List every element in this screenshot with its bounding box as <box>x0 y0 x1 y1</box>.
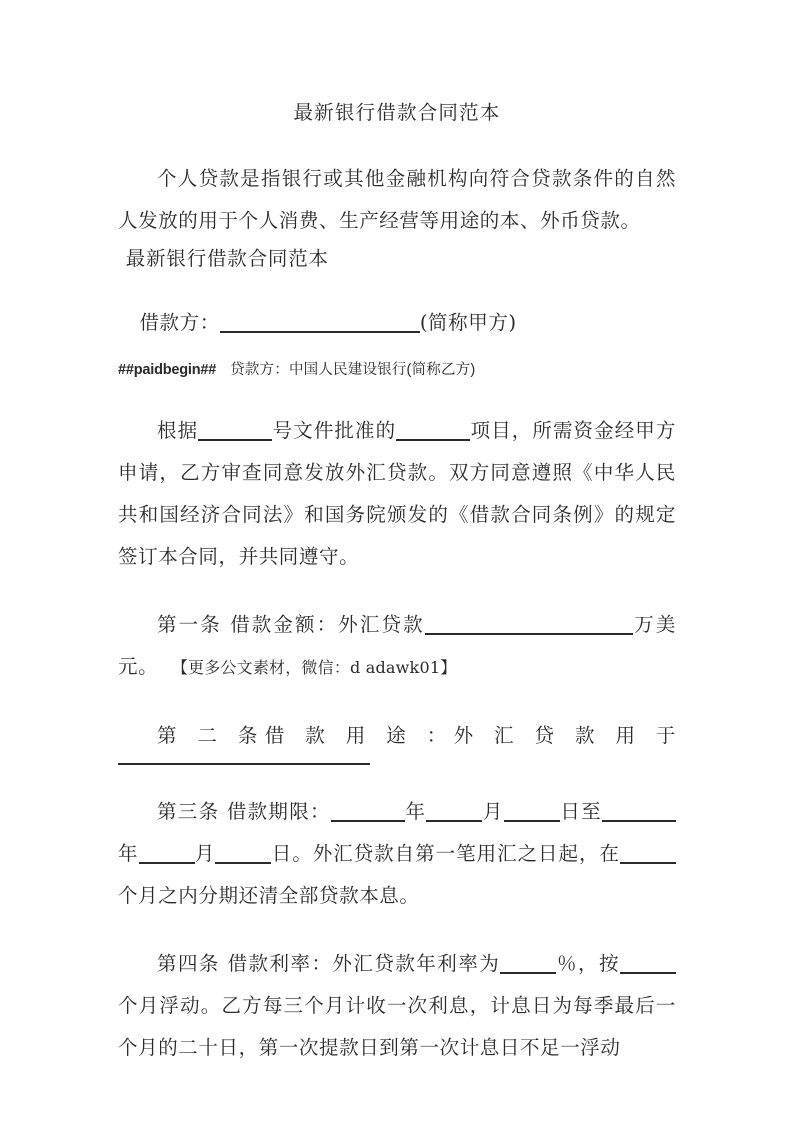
article-4-heading: 借款利率： <box>227 952 333 975</box>
borrower-suffix: (简称甲方) <box>419 311 517 334</box>
preamble-part3: 项目，所需资金经甲方申请，乙方审查同意发放外汇贷款。双方同意遵照《中华人民共和国经济合同法》和国务院颁发的《借款合同条例》的规定签订本合同，并共同遵守。 <box>118 419 676 568</box>
article-2 <box>118 715 676 757</box>
start-year-blank[interactable] <box>331 820 405 822</box>
article-3-seg5: 月 <box>194 842 216 865</box>
repayment-months-blank[interactable] <box>620 862 676 864</box>
article-3 <box>118 791 676 917</box>
loan-purpose-blank[interactable] <box>118 763 370 765</box>
end-month-blank[interactable] <box>139 862 195 864</box>
page-title: 最新银行借款合同范本 <box>293 101 501 124</box>
borrower-blank-field[interactable] <box>220 331 420 333</box>
document-number-blank[interactable] <box>198 439 272 441</box>
end-day-blank[interactable] <box>215 862 271 864</box>
start-month-blank[interactable] <box>426 820 482 822</box>
paid-marker-line <box>118 356 676 384</box>
article-1-body-after: 万美元。 <box>118 613 676 678</box>
borrower-label: 借款方： <box>139 311 220 334</box>
article-3-seg2: 月 <box>482 800 504 823</box>
document-body <box>118 96 676 1069</box>
article-3-heading: 借款期限： <box>226 800 331 823</box>
article-1-body-before: 外汇贷款 <box>338 613 425 636</box>
promo-annotation: 【更多公文素材，微信：d adawk01】 <box>171 658 457 677</box>
start-day-blank[interactable] <box>504 820 560 822</box>
article-4-number: 第四条 <box>157 952 220 975</box>
preamble-paragraph <box>118 410 676 578</box>
article-2-body: 外 汇 贷 款 用 于 <box>453 724 677 747</box>
end-year-blank[interactable] <box>602 820 676 822</box>
interest-rate-blank[interactable] <box>500 972 556 974</box>
loan-amount-blank[interactable] <box>425 633 633 635</box>
article-4-seg1: 外汇贷款年利率为 <box>332 952 501 975</box>
article-1 <box>118 604 676 689</box>
article-4-seg3: 个月浮动。乙方每三个月计收一次利息，计息日为每季最后一个月的二十日，第一次提款日到第一次计息日不足一浮动 <box>118 994 676 1059</box>
article-4 <box>118 943 676 1069</box>
document-subtitle: 最新银行借款合同范本 <box>125 247 329 270</box>
project-name-blank[interactable] <box>396 439 470 441</box>
article-3-seg4: 年 <box>118 842 139 865</box>
article-3-seg1: 年 <box>404 800 427 823</box>
intro-paragraph: 个人贷款是指银行或其他金融机构向符合贷款条件的自然人发放的用于个人消费、生产经营等用途的本、外币贷款。 <box>118 167 676 232</box>
article-4-seg2: ％，按 <box>556 952 620 975</box>
article-1-number: 第一条 <box>157 613 222 636</box>
article-3-number: 第三条 <box>157 800 220 823</box>
float-period-blank[interactable] <box>620 972 676 974</box>
borrower-line <box>118 302 676 344</box>
article-3-seg7: 个月之内分期还清全部贷款本息。 <box>118 884 420 907</box>
article-2-heading: 借 款 用 途 ： <box>264 724 454 747</box>
preamble-part2: 号文件批准的 <box>272 419 397 442</box>
lender-value: 中国人民建设银行(简称乙方) <box>288 362 476 378</box>
preamble-part1: 根据 <box>157 419 199 442</box>
article-2-number: 第 二 条 <box>157 724 265 747</box>
article-3-seg6: 日。外汇贷款自第一笔用汇之日起，在 <box>271 842 620 865</box>
article-1-heading: 借款金额： <box>230 613 339 636</box>
lender-label: 贷款方： <box>230 362 289 378</box>
paid-begin-marker: ##paidbegin## <box>118 362 217 378</box>
article-3-seg3: 日至 <box>559 800 602 823</box>
